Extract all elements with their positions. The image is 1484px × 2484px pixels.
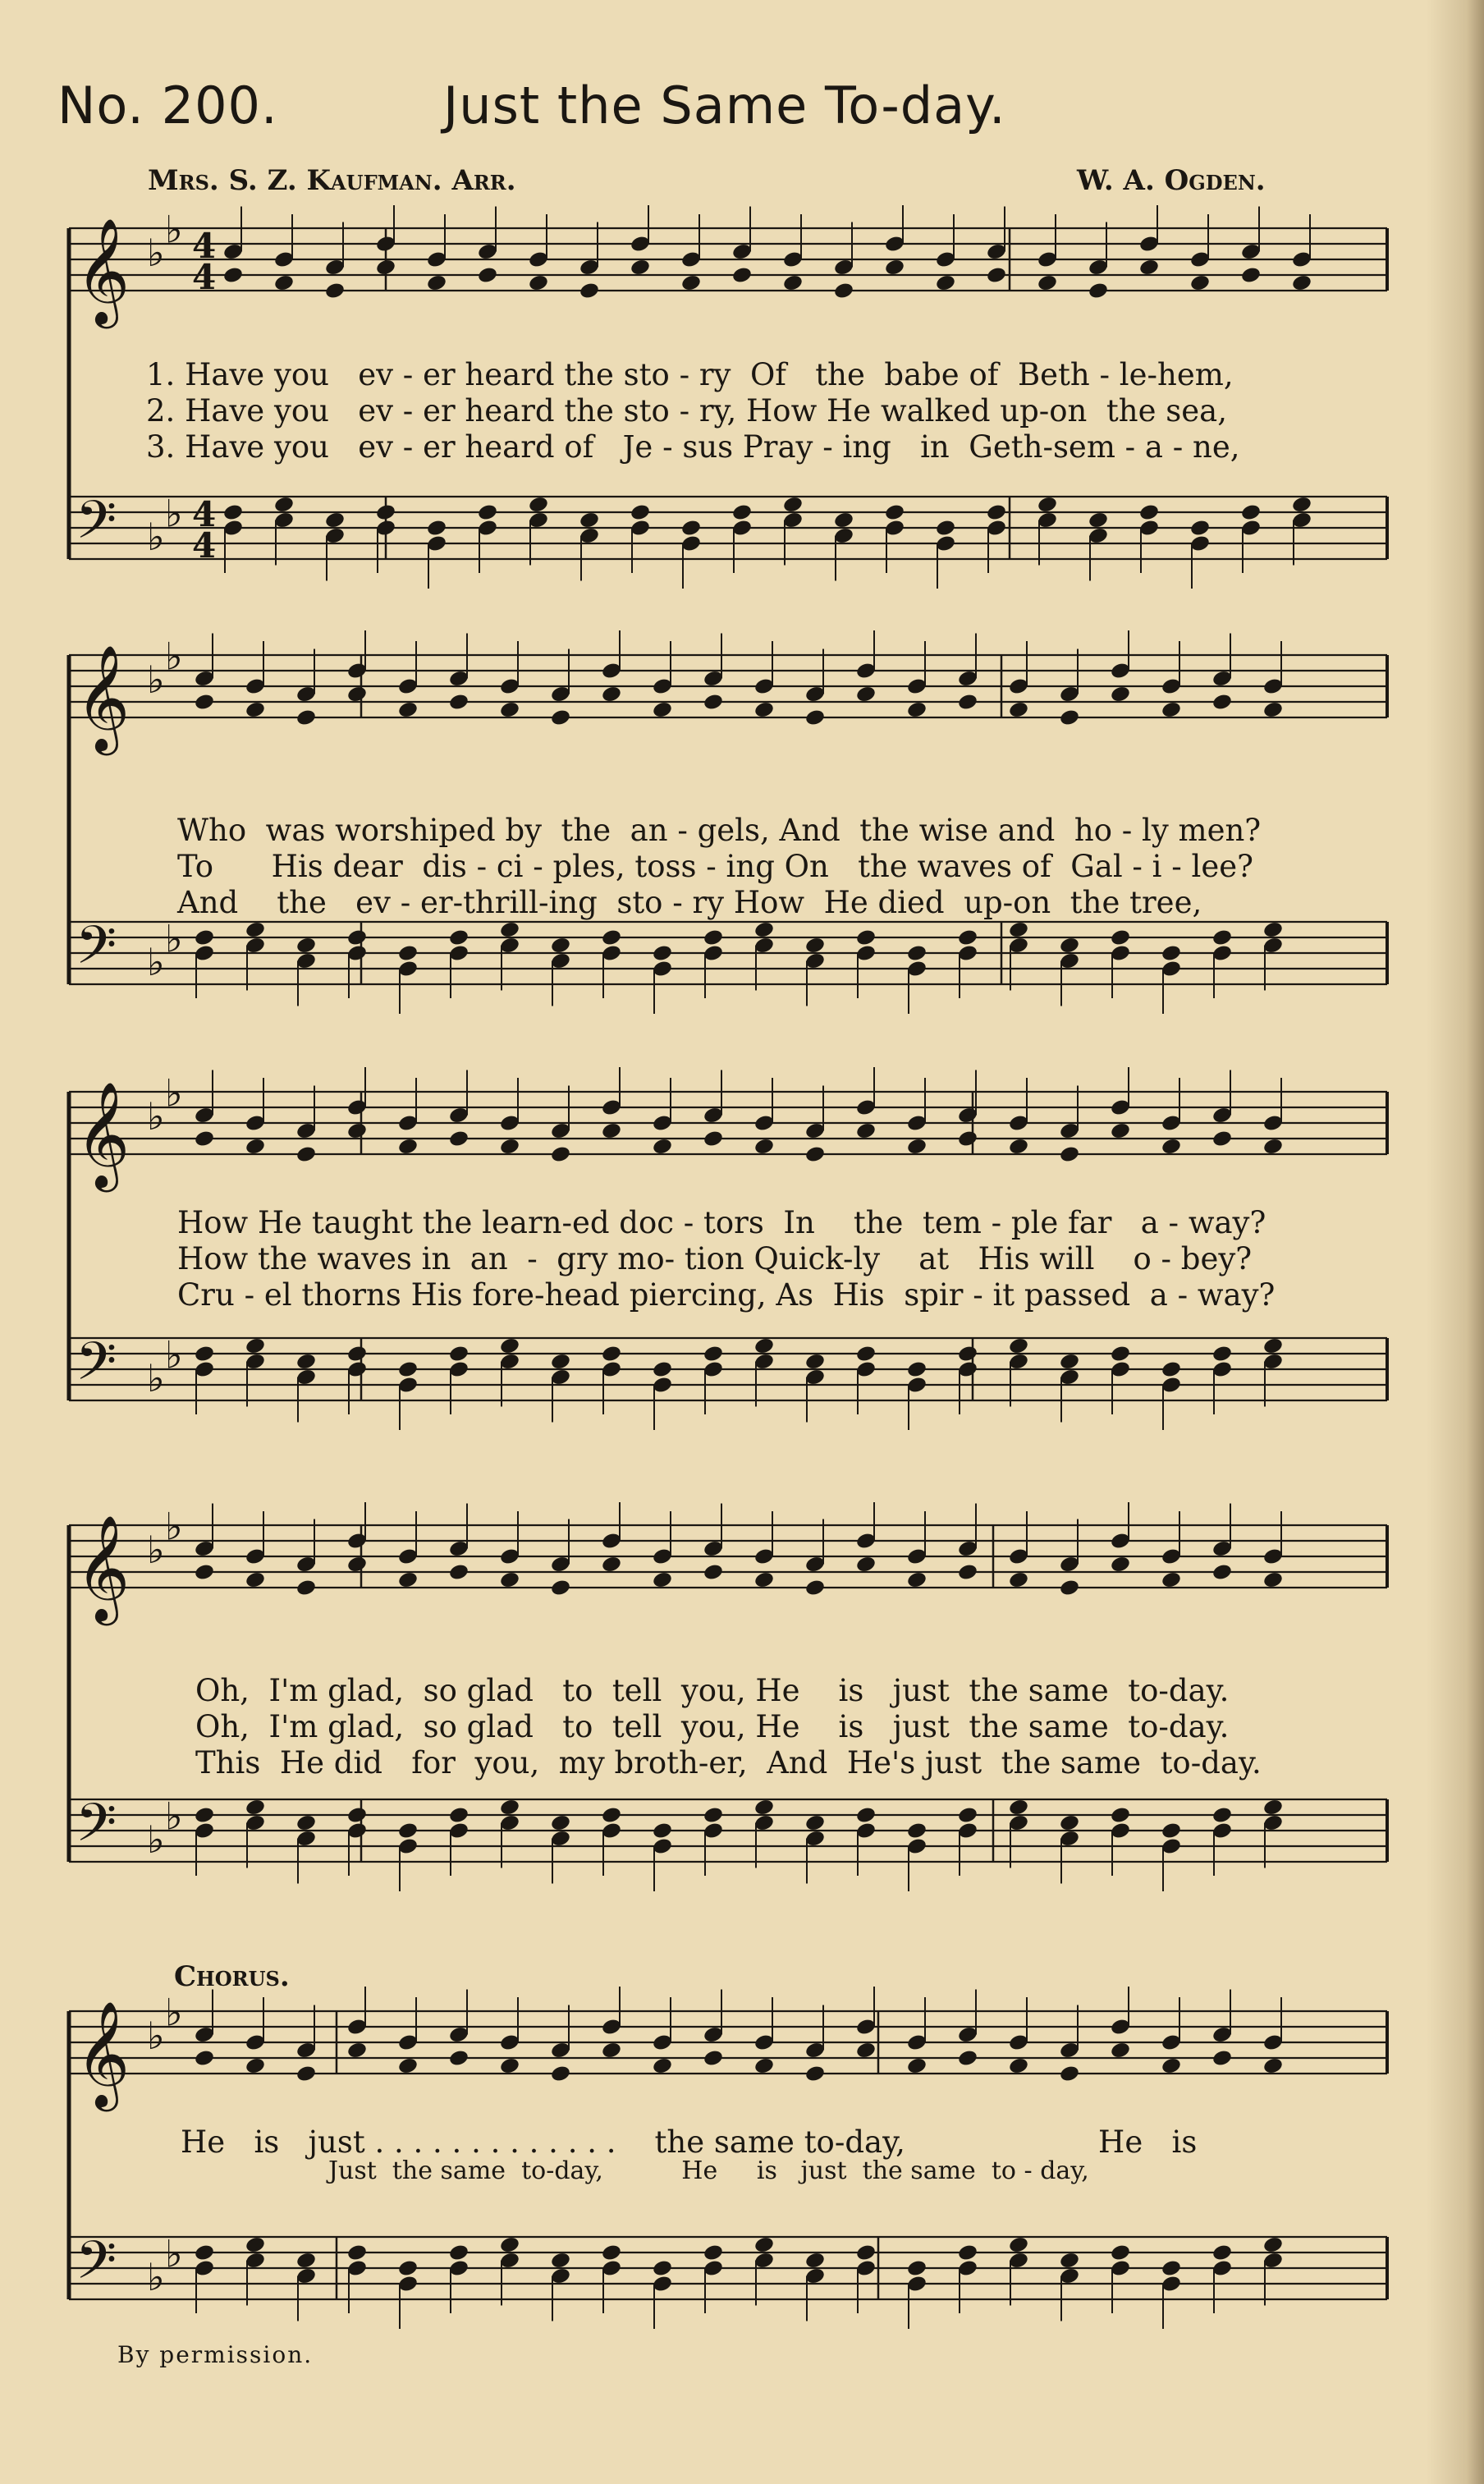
hymn-number: No. 200. xyxy=(57,76,278,135)
flat-sign: ♭ xyxy=(147,658,165,702)
note-head xyxy=(1110,1345,1131,1363)
note-head xyxy=(906,2259,928,2278)
note-head xyxy=(1008,2056,1029,2075)
note-head xyxy=(273,495,295,514)
bass-clef: 𝄢 xyxy=(76,2230,117,2304)
note-head xyxy=(375,258,396,277)
note-head xyxy=(753,700,775,719)
note-head xyxy=(550,2065,571,2083)
note-head xyxy=(426,273,447,292)
flat-sign: ♭ xyxy=(165,1504,183,1549)
note-head xyxy=(957,693,978,712)
flat-sign: ♭ xyxy=(147,1356,165,1400)
note-head xyxy=(1161,944,1182,963)
note-head xyxy=(194,1563,215,1582)
note-head xyxy=(1262,1570,1284,1589)
note-head xyxy=(906,1360,928,1379)
note-head xyxy=(448,928,469,947)
note-head xyxy=(630,503,651,522)
note-head xyxy=(194,693,215,712)
note-head xyxy=(1161,2056,1182,2075)
note-head xyxy=(1262,920,1284,939)
note-head xyxy=(448,1806,469,1825)
note-head xyxy=(448,693,469,712)
note-head xyxy=(1161,700,1182,719)
note-head xyxy=(601,2243,622,2262)
flat-sign: ♭ xyxy=(165,1070,183,1116)
chorus-alto-lyric: Just the same to-day, He is just the same to - day, xyxy=(328,2156,1089,2185)
note-head xyxy=(1262,1798,1284,1817)
note-head xyxy=(957,2243,978,2262)
note-head xyxy=(273,273,295,292)
note-head xyxy=(1211,2243,1233,2262)
note-head xyxy=(1008,1137,1029,1156)
note-head xyxy=(1211,1806,1233,1825)
note-head xyxy=(550,1145,571,1164)
note-head xyxy=(680,273,702,292)
note-head xyxy=(222,266,244,285)
note-head xyxy=(375,503,396,522)
note-head xyxy=(652,1570,673,1589)
note-head xyxy=(1240,266,1262,285)
note-head xyxy=(1161,1822,1182,1840)
note-head xyxy=(804,2251,826,2270)
note-head xyxy=(804,1813,826,1832)
note-head xyxy=(295,2251,317,2270)
note-head xyxy=(1008,920,1029,939)
note-head xyxy=(245,920,266,939)
note-head xyxy=(346,2243,368,2262)
note-head xyxy=(703,693,724,712)
note-head xyxy=(397,1822,419,1840)
lyric-verse-2: To His dear dis - ci - ples, toss - ing On the waves of Gal - i - lee? xyxy=(177,849,1254,884)
flat-sign: ♭ xyxy=(165,634,183,679)
note-head xyxy=(1262,700,1284,719)
note-head xyxy=(1262,1336,1284,1355)
note-head xyxy=(906,1822,928,1840)
note-head xyxy=(397,2056,419,2075)
note-head xyxy=(731,266,753,285)
note-head xyxy=(194,1130,215,1148)
note-head xyxy=(1211,1130,1233,1148)
note-head xyxy=(550,708,571,727)
note-head xyxy=(703,2243,724,2262)
note-head xyxy=(1088,511,1109,529)
note-head xyxy=(346,1345,368,1363)
note-head xyxy=(245,1798,266,1817)
bass-clef: 𝄢 xyxy=(76,490,117,564)
note-head xyxy=(804,1145,826,1164)
note-head xyxy=(1008,2235,1029,2254)
note-head xyxy=(906,1137,928,1156)
lyric-verse-1: 1. Have you ev - er heard the sto - ry Of the babe of Beth - le-hem, xyxy=(146,357,1234,392)
note-head xyxy=(957,1563,978,1582)
music-system-3 xyxy=(57,1067,1395,1461)
flat-sign: ♭ xyxy=(165,1332,183,1377)
note-head xyxy=(782,495,804,514)
note-head xyxy=(194,2049,215,2068)
flat-sign: ♭ xyxy=(147,1817,165,1862)
note-head xyxy=(804,2065,826,2083)
note-head xyxy=(499,1336,520,1355)
note-head xyxy=(601,1555,622,1574)
flat-sign: ♭ xyxy=(147,2255,165,2299)
flat-sign: ♭ xyxy=(165,207,183,252)
note-head xyxy=(1110,928,1131,947)
lyric-verse-3: 3. Have you ev - er heard of Je - sus Pray - ing in Geth-sem - a - ne, xyxy=(146,429,1240,465)
note-head xyxy=(652,700,673,719)
note-head xyxy=(652,1360,673,1379)
note-head xyxy=(245,1570,266,1589)
footer-permission: By permission. xyxy=(117,2341,314,2368)
note-head xyxy=(245,1137,266,1156)
lyric-verse-2: Oh, I'm glad, so glad to tell you, He is just the same to-day. xyxy=(195,1709,1230,1744)
flat-sign: ♭ xyxy=(147,940,165,984)
note-head xyxy=(957,1130,978,1148)
lyric-verse-3: And the ev - er-thrill-ing sto - ry How He died up-on the tree, xyxy=(177,885,1202,920)
note-head xyxy=(1059,2251,1080,2270)
note-head xyxy=(1008,1570,1029,1589)
note-head xyxy=(1008,1798,1029,1817)
bass-clef: 𝄢 xyxy=(76,1793,117,1867)
note-head xyxy=(703,1806,724,1825)
note-head xyxy=(804,936,826,955)
note-head xyxy=(680,519,702,538)
note-head xyxy=(906,2056,928,2075)
note-head xyxy=(499,2056,520,2075)
note-head xyxy=(1110,1121,1131,1140)
note-head xyxy=(652,944,673,963)
note-head xyxy=(550,936,571,955)
note-head xyxy=(1110,1555,1131,1574)
note-head xyxy=(499,920,520,939)
note-head xyxy=(1211,2049,1233,2068)
flat-sign: ♭ xyxy=(147,231,165,275)
note-head xyxy=(528,495,549,514)
note-head xyxy=(1059,936,1080,955)
note-head xyxy=(731,503,753,522)
lyric-verse-2: How the waves in an - gry mo- tion Quick-ly at His will o - bey? xyxy=(177,1241,1253,1276)
note-head xyxy=(986,266,1007,285)
chorus-lyric: He is just . . . . . . . . . . . . . the same to-day, He is xyxy=(181,2124,1198,2160)
note-head xyxy=(397,2259,419,2278)
note-head xyxy=(703,1130,724,1148)
chorus-label: Chorus. xyxy=(174,1960,290,1993)
note-head xyxy=(652,2259,673,2278)
note-head xyxy=(528,273,549,292)
note-head xyxy=(804,708,826,727)
note-head xyxy=(295,708,317,727)
note-head xyxy=(652,1822,673,1840)
note-head xyxy=(804,1352,826,1371)
note-head xyxy=(884,258,905,277)
bass-clef: 𝄢 xyxy=(76,1331,117,1405)
lyricist-credit: Mrs. S. Z. Kaufman. Arr. xyxy=(148,164,516,197)
note-head xyxy=(295,1813,317,1832)
flat-sign: ♭ xyxy=(147,515,165,559)
flat-sign: ♭ xyxy=(147,1094,165,1139)
note-head xyxy=(499,700,520,719)
flat-sign: ♭ xyxy=(165,1794,183,1839)
note-head xyxy=(703,928,724,947)
note-head xyxy=(601,2041,622,2060)
composer-credit: W. A. Ogden. xyxy=(1077,164,1266,197)
note-head xyxy=(346,2041,368,2060)
note-head xyxy=(601,1345,622,1363)
note-head xyxy=(346,1555,368,1574)
note-head xyxy=(855,1345,877,1363)
note-head xyxy=(245,1336,266,1355)
note-head xyxy=(550,1579,571,1597)
note-head xyxy=(753,2056,775,2075)
note-head xyxy=(346,685,368,703)
note-head xyxy=(1262,2235,1284,2254)
note-head xyxy=(397,1570,419,1589)
lyric-verse-3: This He did for you, my broth-er, And He's just the same to-day. xyxy=(195,1745,1262,1781)
music-system-1 xyxy=(57,205,1395,599)
note-head xyxy=(652,1137,673,1156)
note-head xyxy=(1088,282,1109,300)
note-head xyxy=(1008,1336,1029,1355)
note-head xyxy=(1161,1360,1182,1379)
note-head xyxy=(957,1345,978,1363)
note-head xyxy=(601,1121,622,1140)
music-system-2 xyxy=(57,630,1395,1057)
flat-sign: ♭ xyxy=(165,2231,183,2276)
note-head xyxy=(194,1345,215,1363)
note-head xyxy=(1291,273,1312,292)
note-head xyxy=(833,282,854,300)
note-head xyxy=(1110,1806,1131,1825)
note-head xyxy=(245,700,266,719)
note-head xyxy=(295,936,317,955)
note-head xyxy=(855,928,877,947)
lyric-verse-1: How He taught the learn-ed doc - tors In the tem - ple far a - way? xyxy=(177,1205,1266,1240)
note-head xyxy=(753,1570,775,1589)
note-head xyxy=(1189,519,1211,538)
note-head xyxy=(601,1806,622,1825)
note-head xyxy=(1037,495,1058,514)
lyric-verse-1: Who was worshiped by the an - gels, And the wise and ho - ly men? xyxy=(177,813,1262,848)
note-head xyxy=(1262,2056,1284,2075)
treble-clef: 𝄞 xyxy=(76,2000,131,2107)
note-head xyxy=(346,1121,368,1140)
note-head xyxy=(1008,700,1029,719)
flat-sign: ♭ xyxy=(165,491,183,536)
note-head xyxy=(1138,503,1160,522)
note-head xyxy=(753,2235,775,2254)
note-head xyxy=(855,1806,877,1825)
note-head xyxy=(1059,1352,1080,1371)
note-head xyxy=(324,511,346,529)
bass-clef: 𝄢 xyxy=(76,915,117,989)
note-head xyxy=(1037,273,1058,292)
lyric-verse-2: 2. Have you ev - er heard the sto - ry, How He walked up-on the sea, xyxy=(146,393,1227,429)
time-signature: 4 xyxy=(192,226,217,266)
note-head xyxy=(782,273,804,292)
note-head xyxy=(245,2056,266,2075)
note-head xyxy=(1211,1563,1233,1582)
note-head xyxy=(855,1555,877,1574)
note-head xyxy=(601,685,622,703)
lyric-verse-1: Oh, I'm glad, so glad to tell you, He is just the same to-day. xyxy=(195,1673,1230,1708)
note-head xyxy=(753,1137,775,1156)
note-head xyxy=(1110,685,1131,703)
note-head xyxy=(986,503,1007,522)
note-head xyxy=(906,944,928,963)
note-head xyxy=(448,1345,469,1363)
note-head xyxy=(855,1121,877,1140)
note-head xyxy=(550,1352,571,1371)
note-head xyxy=(753,1336,775,1355)
note-head xyxy=(295,1579,317,1597)
note-head xyxy=(1291,495,1312,514)
note-head xyxy=(295,2065,317,2083)
note-head xyxy=(1189,273,1211,292)
note-head xyxy=(906,700,928,719)
note-head xyxy=(499,1798,520,1817)
note-head xyxy=(1262,1137,1284,1156)
note-head xyxy=(1240,503,1262,522)
note-head xyxy=(579,511,600,529)
note-head xyxy=(652,2056,673,2075)
treble-clef: 𝄞 xyxy=(76,644,131,751)
note-head xyxy=(1211,928,1233,947)
note-head xyxy=(346,1806,368,1825)
note-head xyxy=(477,503,498,522)
note-head xyxy=(499,1137,520,1156)
note-head xyxy=(855,685,877,703)
note-head xyxy=(397,944,419,963)
note-head xyxy=(1059,2065,1080,2083)
note-head xyxy=(1138,258,1160,277)
note-head xyxy=(630,258,651,277)
note-head xyxy=(194,928,215,947)
note-head xyxy=(703,1563,724,1582)
note-head xyxy=(499,2235,520,2254)
note-head xyxy=(1211,693,1233,712)
note-head xyxy=(855,2243,877,2262)
treble-clef: 𝄞 xyxy=(76,1515,131,1621)
note-head xyxy=(550,2251,571,2270)
note-head xyxy=(957,1806,978,1825)
note-head xyxy=(499,1570,520,1589)
note-head xyxy=(884,503,905,522)
note-head xyxy=(448,2243,469,2262)
note-head xyxy=(550,1813,571,1832)
treble-clef: 𝄞 xyxy=(76,1081,131,1188)
note-head xyxy=(1059,708,1080,727)
note-head xyxy=(601,928,622,947)
note-head xyxy=(448,1563,469,1582)
note-head xyxy=(957,928,978,947)
note-head xyxy=(804,1579,826,1597)
note-head xyxy=(245,2235,266,2254)
note-head xyxy=(855,2041,877,2060)
note-head xyxy=(397,700,419,719)
note-head xyxy=(194,1806,215,1825)
page-edge-shadow xyxy=(1427,0,1484,2484)
note-head xyxy=(448,2049,469,2068)
flat-sign: ♭ xyxy=(147,1528,165,1572)
time-signature: 4 xyxy=(192,525,217,566)
note-head xyxy=(1211,1345,1233,1363)
flat-sign: ♭ xyxy=(147,2014,165,2058)
note-head xyxy=(426,519,447,538)
note-head xyxy=(833,511,854,529)
note-head xyxy=(1059,1145,1080,1164)
note-head xyxy=(1161,2259,1182,2278)
note-head xyxy=(477,266,498,285)
note-head xyxy=(753,920,775,939)
note-head xyxy=(935,519,956,538)
note-head xyxy=(1161,1137,1182,1156)
hymn-title: Just the Same To-day. xyxy=(443,76,1006,135)
note-head xyxy=(346,928,368,947)
note-head xyxy=(295,1352,317,1371)
note-head xyxy=(703,2049,724,2068)
note-head xyxy=(448,1130,469,1148)
time-signature: 4 xyxy=(192,257,217,297)
note-head xyxy=(957,2049,978,2068)
note-head xyxy=(324,282,346,300)
note-head xyxy=(579,282,600,300)
note-head xyxy=(222,503,244,522)
note-head xyxy=(397,1137,419,1156)
lyric-verse-3: Cru - el thorns His fore-head piercing, As His spir - it passed a - way? xyxy=(177,1277,1276,1313)
note-head xyxy=(194,2243,215,2262)
treble-clef: 𝄞 xyxy=(76,218,131,324)
note-head xyxy=(753,1798,775,1817)
note-head xyxy=(703,1345,724,1363)
note-head xyxy=(397,1360,419,1379)
flat-sign: ♭ xyxy=(165,916,183,961)
note-head xyxy=(935,273,956,292)
time-signature: 4 xyxy=(192,494,217,534)
note-head xyxy=(1059,1579,1080,1597)
music-system-4 xyxy=(57,1502,1395,1929)
flat-sign: ♭ xyxy=(165,1990,183,2035)
note-head xyxy=(295,1145,317,1164)
note-head xyxy=(1161,1570,1182,1589)
note-head xyxy=(906,1570,928,1589)
note-head xyxy=(1110,2041,1131,2060)
note-head xyxy=(1059,1813,1080,1832)
note-head xyxy=(1110,2243,1131,2262)
